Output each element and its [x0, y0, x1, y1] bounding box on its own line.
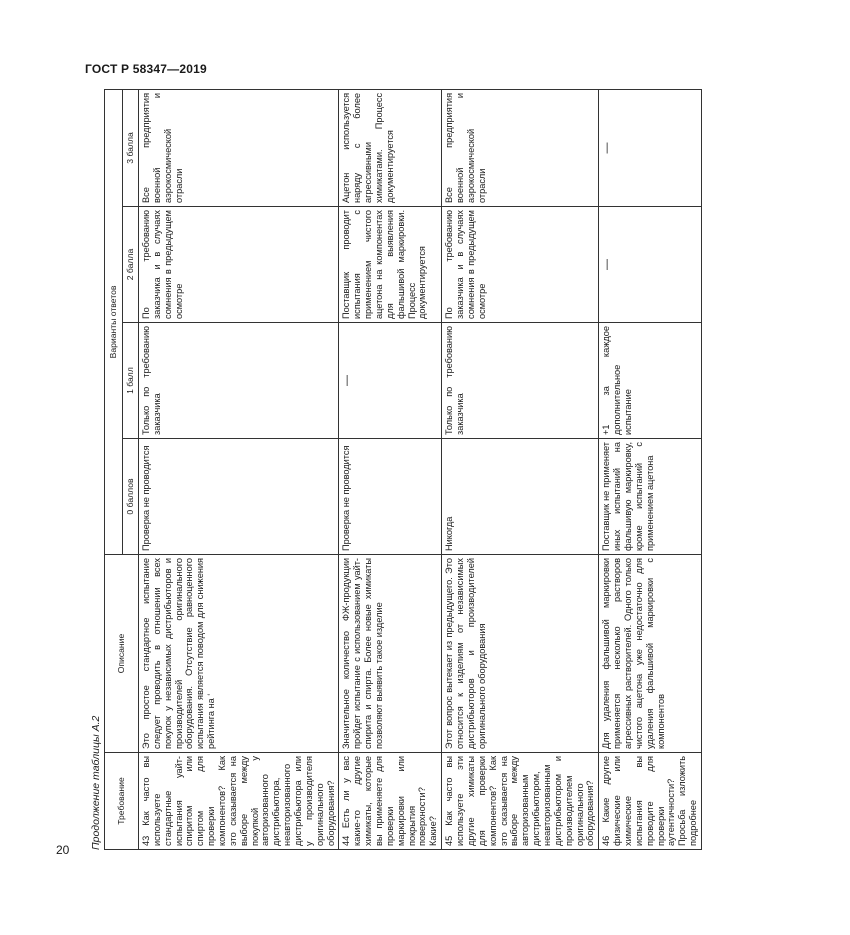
page-number: 20 — [56, 843, 70, 857]
cell-score-1: Только по требованию заказчика — [442, 323, 599, 439]
cell-requirement: 46 Какие другие физические или химические испытания вы проводите для проверки аутентичности? Просьба изложить подробнее — [599, 753, 702, 850]
rotated-table-area — [90, 92, 850, 850]
cell-score-0: Проверка не проводится — [339, 439, 442, 555]
table-row — [339, 89, 442, 849]
cell-requirement: 45 Как часто вы используете эти другие химикаты для проверки компонентов? Как это сказывается на выборе между авторизованным дистрибьютором, неавторизованным дистрибьютором и производителем оригинального оборудования? — [442, 753, 599, 850]
cell-score-1: +1 за каждое дополнительное испытание — [599, 323, 702, 439]
requirements-table — [104, 89, 702, 850]
cell-score-3: Все предприятия военной и аэрокосмической отрасли — [442, 89, 599, 206]
cell-score-1: Только по требованию заказчика — [139, 323, 339, 439]
cell-score-2: По требованию заказчика и в случаях сомнения в предыдущем осмотре — [442, 207, 599, 323]
cell-score-3: — — [599, 89, 702, 206]
col-header-score-1: 1 балл — [123, 323, 139, 439]
cell-description: Значительное количество ФЖ-продукции пройдет испытание с использованием уайт-спирита и спирта. Более новые химикаты позволяют выявить такое изделие — [339, 555, 442, 753]
cell-score-0: Поставщик не применяет иных испытаний на фальшивую маркировку, кроме испытаний с применением ацетона — [599, 439, 702, 555]
col-header-variants: Варианты ответов — [105, 89, 123, 554]
col-header-score-0: 0 баллов — [123, 439, 139, 555]
col-header-description: Описание — [105, 555, 139, 753]
cell-score-1: — — [339, 323, 442, 439]
cell-description: Для удаления фальшивой маркировки применяется несколько растворов агрессивных растворителей. Одного только чистого ацетона уже недостаточно для удаления фальшивой маркировки с компонентов — [599, 555, 702, 753]
cell-score-2: По требованию заказчика и в случаях сомнения в предыдущем осмотре — [139, 207, 339, 323]
cell-description: Этот вопрос вытекает из предыдущего. Это относится к изделиям от независимых дистрибьюторов и производителей оригинального оборудования — [442, 555, 599, 753]
cell-score-0: Проверка не проводится — [139, 439, 339, 555]
table-row — [442, 89, 599, 849]
rotated-table-content — [90, 90, 699, 850]
cell-score-2: Поставщик проводит испытания с применением чистого ацетона на компонентах для выявления фальшивой маркировки. Процесс документируется — [339, 207, 442, 323]
table-row — [599, 89, 702, 849]
cell-requirement: 43 Как часто вы используете стандартные испытания уайт-спиритом или спиртом для проверки компонентов? Как это сказывается на выборе между покупкой у авторизованного дистрибьютора, неавторизованного дистрибьютора или у производителя оригинального оборудования? — [139, 753, 339, 850]
col-header-score-3: 3 балла — [123, 89, 139, 206]
col-header-score-2: 2 балла — [123, 207, 139, 323]
cell-description: Это простое стандартное испытание следует проводить в отношении всех покупок у независимых дистрибьюторов и производителей оригинального оборудования. Отсутствие равноценного испытания является поводом для снижения рейтинга на ‘ — [139, 555, 339, 753]
cell-score-2: — — [599, 207, 702, 323]
table-header-row — [105, 89, 123, 849]
cell-score-3: Ацетон используется наряду с более агрессивными химикатами. Процесс документируется — [339, 89, 442, 206]
table-caption: Продолжение таблицы А.2 — [90, 715, 102, 850]
cell-score-0: Никогда — [442, 439, 599, 555]
cell-score-3: Все предприятия военной и аэрокосмической отрасли — [139, 89, 339, 206]
table-row — [139, 89, 339, 849]
cell-requirement: 44 Есть ли у вас какие-то другие химикаты, которые вы применяете для проверки маркировки или покрытия поверхности? Какие? — [339, 753, 442, 850]
document-header: ГОСТ Р 58347—2019 — [85, 62, 207, 76]
col-header-requirement: Требование — [105, 753, 139, 850]
